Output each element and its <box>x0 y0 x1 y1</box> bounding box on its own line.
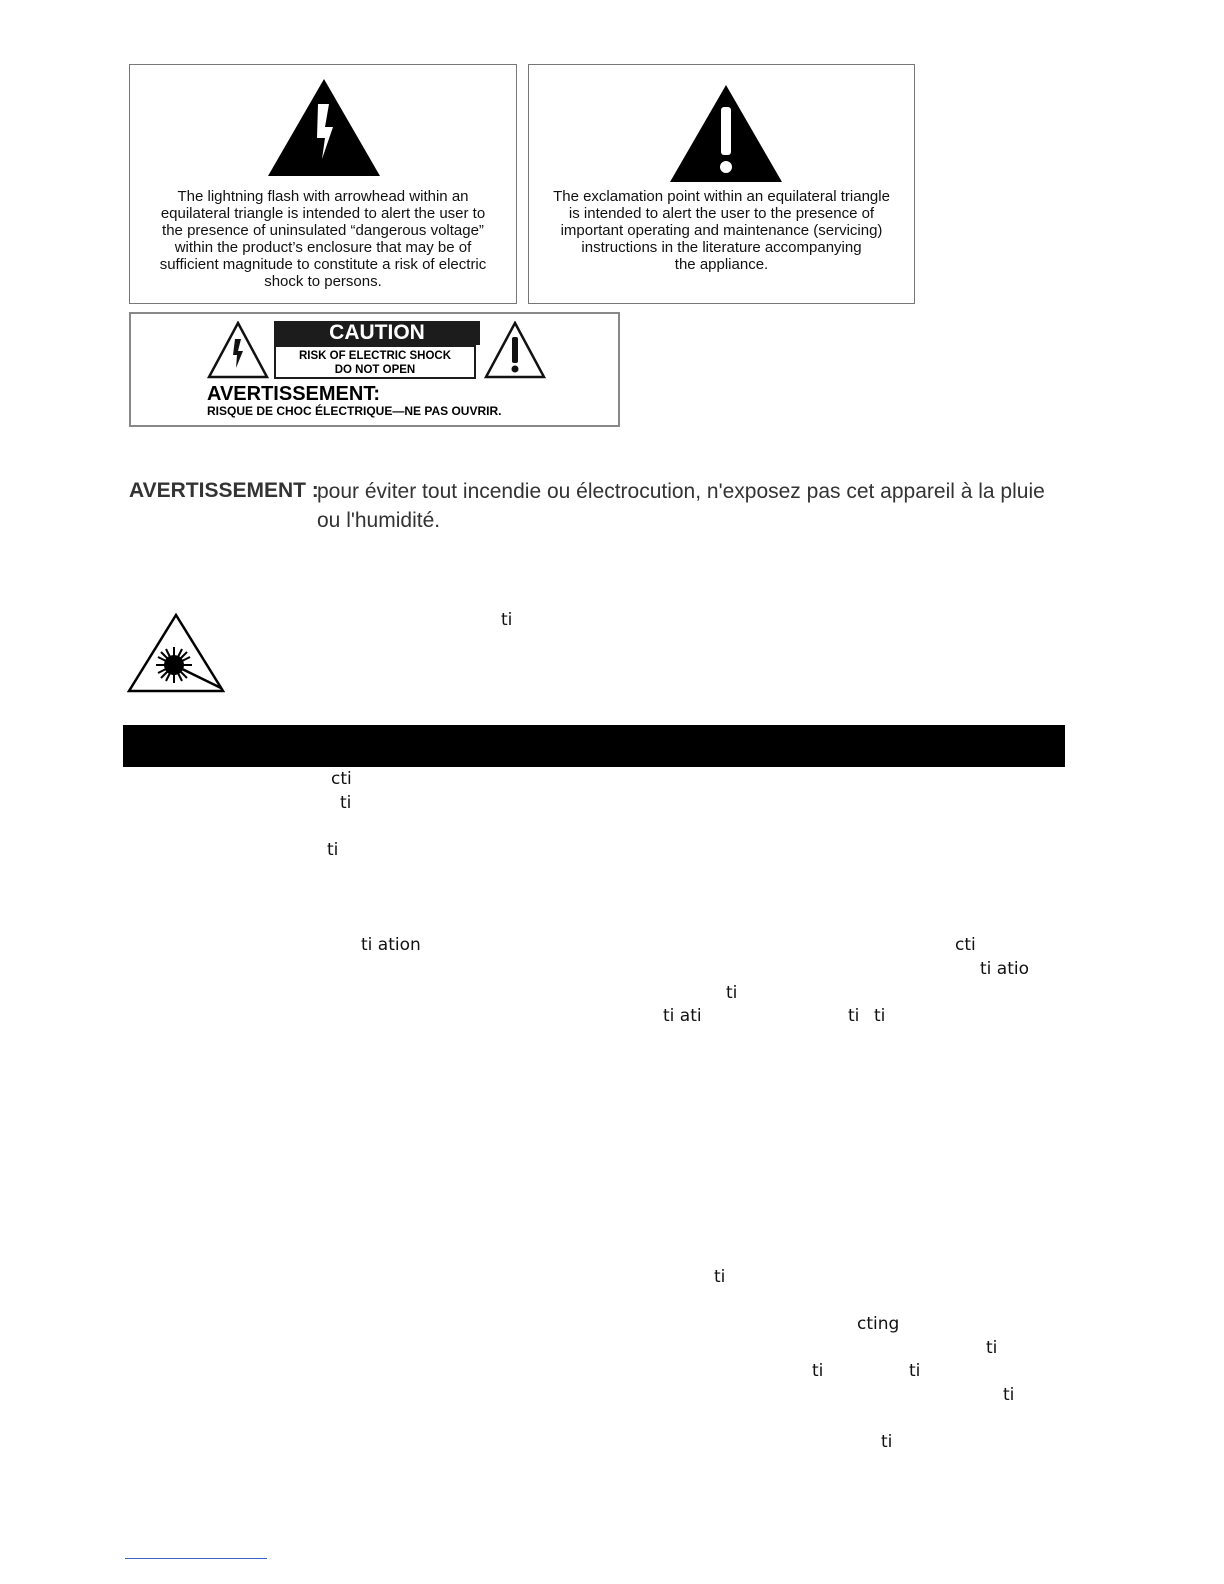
lightning-text-line: equilateral triangle is intended to alert the user to <box>160 205 486 222</box>
lightning-text-line: sufficient magnitude to constitute a risk of electric <box>159 256 487 273</box>
avertissement-text: RISQUE DE CHOC ÉLECTRIQUE—NE PAS OUVRIR. <box>207 404 502 418</box>
laser-warning-icon <box>126 612 226 694</box>
exclamation-warning-box <box>528 64 915 304</box>
caution-title: CAUTION <box>274 321 480 345</box>
text-fragment: ti <box>501 610 513 630</box>
lightning-text-line: within the product’s enclosure that may be of <box>174 239 472 256</box>
exclamation-text-line: is intended to alert the user to the presence of <box>568 205 875 222</box>
text-fragment: ti ati <box>663 1006 702 1026</box>
lightning-warning-box <box>129 64 517 304</box>
exclamation-outline-icon <box>484 321 546 379</box>
exclamation-text-line: the appliance. <box>674 256 769 273</box>
lightning-text-line: the presence of uninsulated “dangerous voltage” <box>162 222 484 239</box>
avertissement-heading: AVERTISSEMENT: <box>207 383 380 405</box>
text-fragment: ti <box>714 1267 726 1287</box>
text-fragment: ti <box>340 793 352 813</box>
text-fragment: cti <box>331 769 352 789</box>
footnote-divider <box>125 1558 267 1559</box>
lightning-text-line: shock to persons. <box>264 273 382 290</box>
exclamation-text-line: instructions in the literature accompanying <box>581 239 862 256</box>
caution-line: DO NOT OPEN <box>334 364 416 376</box>
text-fragment: ti <box>881 1432 893 1452</box>
text-fragment: ti <box>726 983 738 1003</box>
text-fragment: ti <box>327 840 339 860</box>
text-fragment: ti <box>812 1361 824 1381</box>
exclamation-text-line: The exclamation point within an equilateral triangle <box>553 188 890 205</box>
text-fragment: ti <box>848 1006 860 1026</box>
warning-text: pour éviter tout incendie ou électrocution, n'exposez pas cet appareil à la pluie ou l'humidité. <box>317 480 1045 532</box>
text-fragment: ti ation <box>361 935 421 955</box>
exclamation-text-line: important operating and maintenance (servicing) <box>560 222 883 239</box>
text-fragment: ti <box>986 1338 998 1358</box>
section-header-bar <box>123 725 1065 767</box>
caution-label <box>129 312 620 427</box>
text-fragment: ti atio <box>980 959 1029 979</box>
exclamation-triangle-icon <box>670 85 782 183</box>
warning-label: AVERTISSEMENT : <box>129 479 319 502</box>
text-fragment: cting <box>857 1314 900 1334</box>
text-fragment: ti <box>909 1361 921 1381</box>
lightning-outline-icon <box>207 321 269 379</box>
text-fragment: ti <box>874 1006 886 1026</box>
caution-line: RISK OF ELECTRIC SHOCK <box>298 350 452 362</box>
lightning-triangle-icon <box>268 79 380 177</box>
caution-body <box>274 345 476 379</box>
text-fragment: ti <box>1003 1385 1015 1405</box>
text-fragment: cti <box>955 935 976 955</box>
lightning-text-line: The lightning flash with arrowhead within an <box>177 188 469 205</box>
